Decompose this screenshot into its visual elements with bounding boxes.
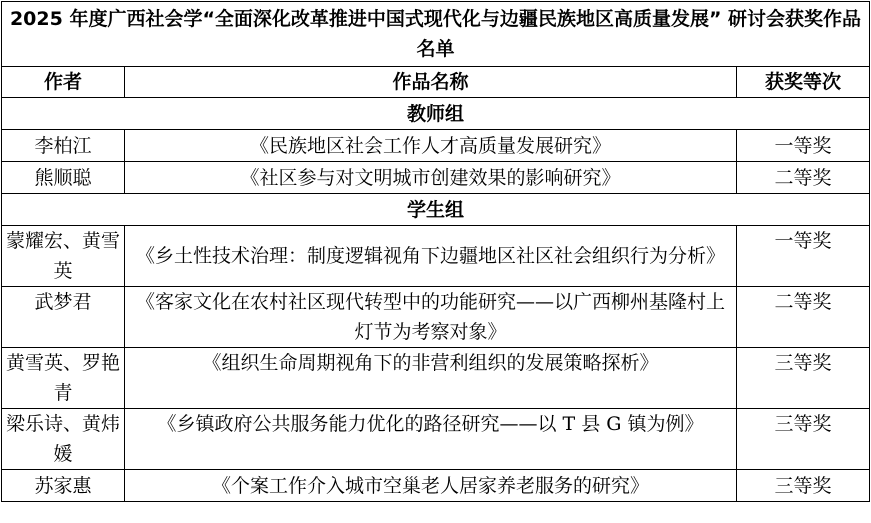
award-level-cell: 一等奖 <box>737 130 870 162</box>
author-cell: 熊顺聪 <box>2 162 125 194</box>
group-row-teacher <box>2 98 870 130</box>
work-title-cell: 《个案工作介入城市空巢老人居家养老服务的研究》 <box>125 470 737 502</box>
award-level-cell: 二等奖 <box>737 287 870 348</box>
author-cell: 李柏江 <box>2 130 125 162</box>
award-level-cell: 一等奖 <box>737 226 870 287</box>
award-level-cell: 二等奖 <box>737 162 870 194</box>
table-row <box>2 226 870 287</box>
header-work: 作品名称 <box>125 67 737 98</box>
header-author: 作者 <box>2 67 125 98</box>
table-row <box>2 130 870 162</box>
author-cell: 苏家惠 <box>2 470 125 502</box>
award-level-cell: 三等奖 <box>737 470 870 502</box>
work-title-cell: 《乡镇政府公共服务能力优化的路径研究——以 T 县 G 镇为例》 <box>125 409 737 470</box>
work-title-cell: 《民族地区社会工作人才高质量发展研究》 <box>125 130 737 162</box>
group-title-teacher: 教师组 <box>2 98 870 130</box>
header-award: 获奖等次 <box>737 67 870 98</box>
table-row <box>2 287 870 348</box>
table-title: 2025 年度广西社会学“全面深化改革推进中国式现代化与边疆民族地区高质量发展” 研讨会获奖作品名单 <box>2 2 870 67</box>
group-title-student: 学生组 <box>2 194 870 226</box>
group-row-student <box>2 194 870 226</box>
author-cell: 黄雪英、罗艳青 <box>2 348 125 409</box>
author-cell: 武梦君 <box>2 287 125 348</box>
award-level-cell: 三等奖 <box>737 409 870 470</box>
work-title-cell: 《客家文化在农村社区现代转型中的功能研究——以广西柳州基隆村上灯节为考察对象》 <box>125 287 737 348</box>
work-title-cell: 《组织生命周期视角下的非营利组织的发展策略探析》 <box>125 348 737 409</box>
work-title-cell: 《社区参与对文明城市创建效果的影响研究》 <box>125 162 737 194</box>
header-row <box>2 67 870 98</box>
author-cell: 梁乐诗、黄炜媛 <box>2 409 125 470</box>
award-level-cell: 三等奖 <box>737 348 870 409</box>
award-list-table <box>1 1 870 502</box>
table-row <box>2 409 870 470</box>
author-cell: 蒙耀宏、黄雪英 <box>2 226 125 287</box>
table-row <box>2 470 870 502</box>
title-row <box>2 2 870 67</box>
table-row <box>2 348 870 409</box>
table-row <box>2 162 870 194</box>
work-title-cell: 《乡土性技术治理：制度逻辑视角下边疆地区社区社会组织行为分析》 <box>125 226 737 287</box>
